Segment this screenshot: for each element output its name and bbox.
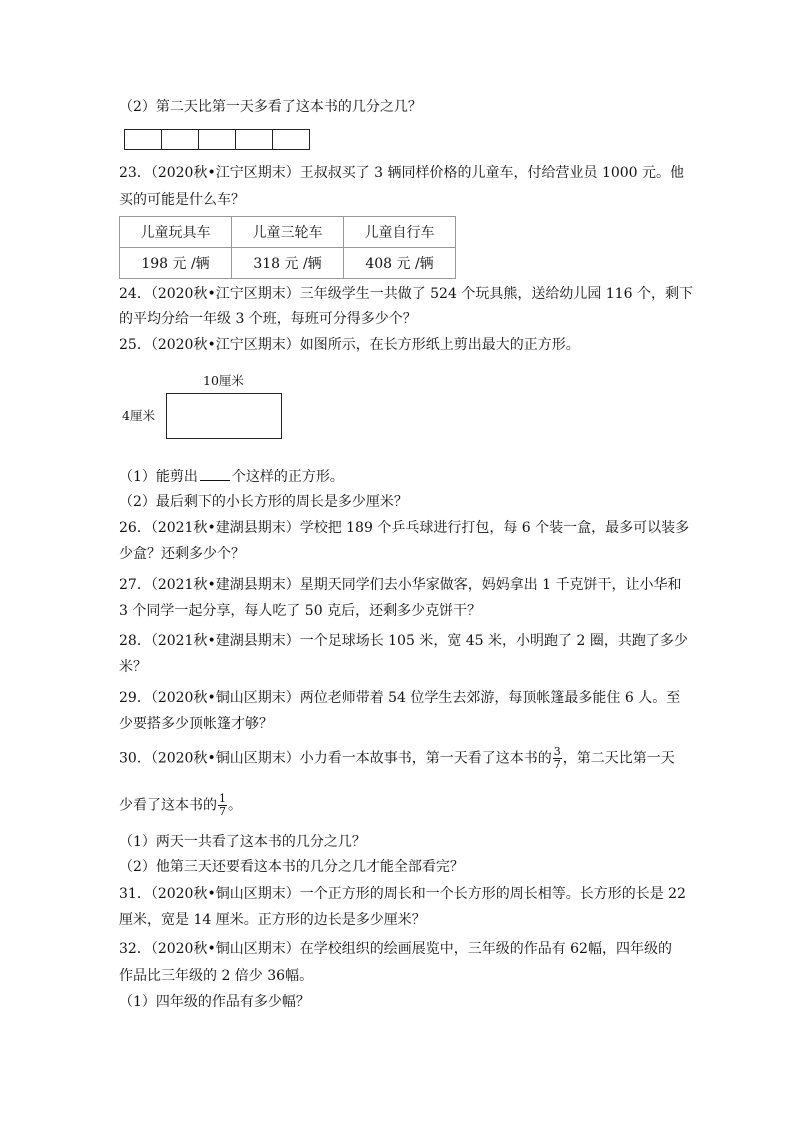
rectangle-figure bbox=[166, 393, 282, 439]
q29-line1: 29．（2020秋•铜山区期末）两位老师带着 54 位学生去郊游，每顶帐篷最多能住 6 人。至 bbox=[119, 690, 681, 706]
q25-part1 bbox=[119, 466, 344, 487]
q30-line1 bbox=[119, 746, 675, 771]
answer-box[interactable] bbox=[272, 129, 310, 150]
q23-line2: 买的可能是什么车？ bbox=[119, 192, 245, 208]
q30-text-a: 30．（2020秋•铜山区期末）小力看一本故事书，第一天看了这本书的 bbox=[119, 750, 552, 767]
q30-text-d: 。 bbox=[228, 797, 242, 814]
q30-text-c: 少看了这本书的 bbox=[119, 797, 217, 814]
table-row bbox=[120, 248, 456, 279]
q31-line2: 厘米，宽是 14 厘米。正方形的边长是多少厘米？ bbox=[119, 912, 426, 928]
q22-part2: （2）第二天比第一天多看了这本书的几分之几？ bbox=[119, 99, 422, 115]
price-table bbox=[119, 216, 456, 279]
table-header-cell: 儿童玩具车 bbox=[120, 217, 232, 248]
q32-part1: （1）四年级的作品有多少幅？ bbox=[119, 994, 310, 1010]
fraction-three-sevenths bbox=[553, 746, 562, 771]
q30-part1: （1）两天一共看了这本书的几分之几？ bbox=[119, 834, 366, 850]
table-cell: 408 元 /辆 bbox=[344, 248, 456, 279]
q28-line2: 米？ bbox=[119, 659, 147, 675]
q26-line1: 26．（2021秋•建湖县期末）学校把 189 个乒乓球进行打包，每 6 个装一盒，最多可以装多 bbox=[119, 520, 690, 536]
table-header-cell: 儿童三轮车 bbox=[232, 217, 344, 248]
answer-box[interactable] bbox=[198, 129, 236, 150]
q23-line1: 23．（2020秋•江宁区期末）王叔叔买了 3 辆同样价格的儿童车，付给营业员 1000 元。他 bbox=[119, 165, 685, 181]
answer-box[interactable] bbox=[235, 129, 273, 150]
q26-line2: 少盒？还剩多少个？ bbox=[119, 546, 245, 562]
fraction-numerator: 3 bbox=[553, 745, 561, 758]
rect-width-label: 4厘米 bbox=[122, 408, 155, 423]
q32-line1: 32．（2020秋•铜山区期末）在学校组织的绘画展览中，三年级的作品有 62幅，四年级的 bbox=[119, 941, 672, 957]
answer-blank[interactable] bbox=[200, 466, 230, 481]
q27-line1: 27．（2021秋•建湖县期末）星期天同学们去小华家做客，妈妈拿出 1 千克饼干，让小华和 bbox=[119, 577, 682, 593]
q24-line1: 24．（2020秋•江宁区期末）三年级学生一共做了 524 个玩具熊，送给幼儿园 116 个，剩下 bbox=[119, 286, 693, 302]
q30-line2 bbox=[119, 793, 242, 818]
q32-line2: 作品比三年级的 2 倍少 36幅。 bbox=[119, 968, 314, 984]
table-cell: 318 元 /辆 bbox=[232, 248, 344, 279]
q31-line1: 31．（2020秋•铜山区期末）一个正方形的周长和一个长方形的周长相等。长方形的长是 22 bbox=[119, 886, 686, 902]
q27-line2: 3 个同学一起分享，每人吃了 50 克后，还剩多少克饼干？ bbox=[119, 603, 482, 619]
q25-part1-post: 个这样的正方形。 bbox=[231, 469, 344, 485]
q28-line1: 28．（2021秋•建湖县期末）一个足球场长 105 米，宽 45 米，小明跑了 2 圈，共跑了多少 bbox=[119, 633, 688, 649]
q25-line1: 25．（2020秋•江宁区期末）如图所示，在长方形纸上剪出最大的正方形。 bbox=[119, 337, 580, 353]
rect-length-label: 10厘米 bbox=[203, 373, 244, 388]
fraction-numerator: 1 bbox=[219, 792, 226, 805]
answer-boxes bbox=[124, 129, 309, 150]
q25-part2: （2）最后剩下的小长方形的周长是多少厘米？ bbox=[119, 494, 408, 510]
table-row bbox=[120, 217, 456, 248]
table-cell: 198 元 /辆 bbox=[120, 248, 232, 279]
table-header-cell: 儿童自行车 bbox=[344, 217, 456, 248]
q30-part2: （2）他第三天还要看这本书的几分之几才能全部看完？ bbox=[119, 859, 464, 875]
q24-line2: 的平均分给一年级 3 个班，每班可分得多少个？ bbox=[119, 311, 417, 327]
fraction-denominator: 7 bbox=[553, 758, 561, 771]
q30-text-b: ，第二天比第一天 bbox=[562, 750, 675, 767]
q25-part1-pre: （1）能剪出 bbox=[119, 469, 198, 485]
fraction-one-seventh bbox=[218, 793, 227, 818]
answer-box[interactable] bbox=[161, 129, 199, 150]
q29-line2: 少要搭多少顶帐篷才够？ bbox=[119, 716, 273, 732]
fraction-denominator: 7 bbox=[219, 805, 226, 818]
answer-box[interactable] bbox=[124, 129, 162, 150]
